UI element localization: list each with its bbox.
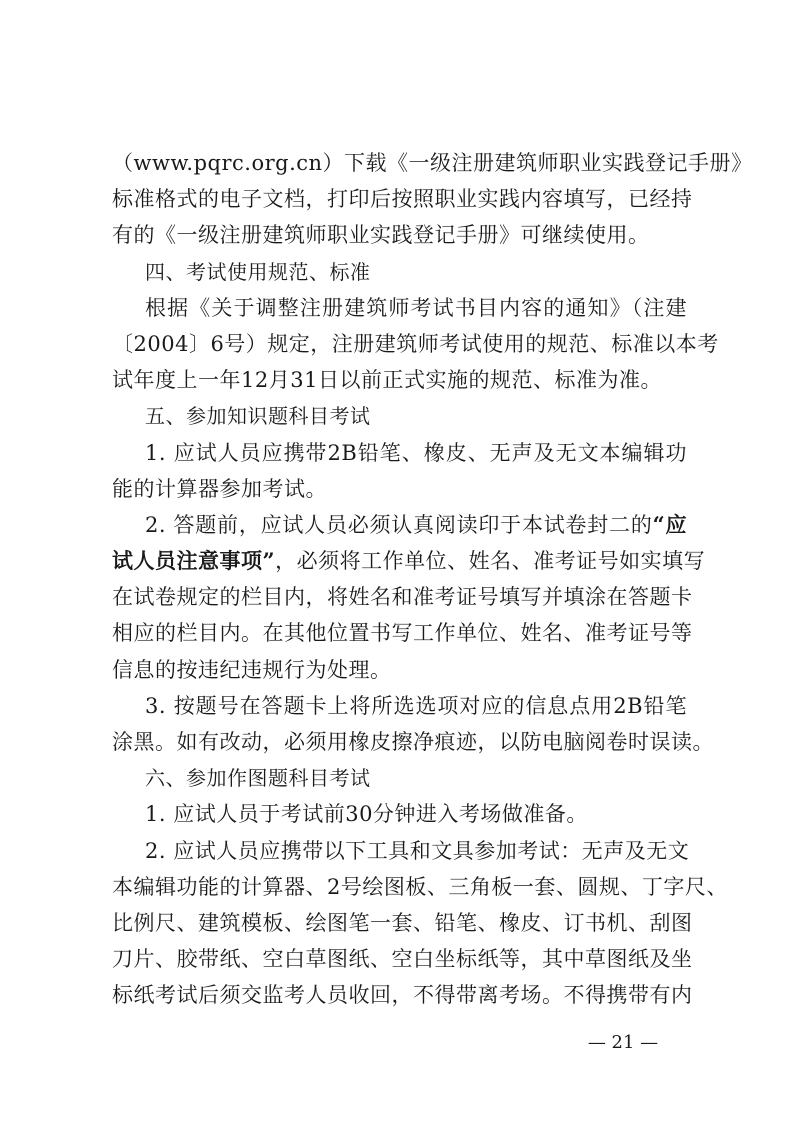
text-line: 相应的栏目内。在其他位置书写工作单位、姓名、准考证号等	[112, 621, 693, 646]
emphasis-text: “应	[652, 511, 687, 537]
text-line-with-emphasis	[112, 507, 687, 543]
text-line: 2. 应试人员应携带以下工具和文具参加考试：无声及无文	[145, 838, 690, 863]
section-heading-5: 五、参加知识题科目考试	[145, 404, 371, 429]
text-line: 比例尺、建筑模板、绘图笔一套、铅笔、橡皮、订书机、刮图	[112, 910, 693, 935]
text-line: 根据《关于调整注册建筑师考试书目内容的通知》（注建	[145, 295, 687, 320]
text-line: 标准格式的电子文档，打印后按照职业实践内容填写，已经持	[112, 187, 693, 212]
text-line: 1. 应试人员应携带2B铅笔、橡皮、无声及无文本编辑功	[145, 440, 687, 465]
text-line-with-emphasis	[112, 543, 706, 579]
text-line: （www.pqrc.org.cn）下载《一级注册建筑师职业实践登记手册》	[112, 151, 753, 175]
text-line: 涂黑。如有改动，必须用橡皮擦净痕迹，以防电脑阅卷时误读。	[112, 730, 714, 754]
section-heading-6: 六、参加作图题科目考试	[145, 766, 371, 791]
emphasis-text: 试人员注意事项”	[112, 548, 276, 574]
section-heading-4: 四、考试使用规范、标准	[145, 259, 371, 284]
text-line: 有的《一级注册建筑师职业实践登记手册》可继续使用。	[112, 223, 650, 248]
text-segment: 2. 答题前，应试人员必须认真阅读印于本试卷封二的	[145, 512, 653, 537]
text-line: 能的计算器参加考试。	[112, 476, 327, 501]
text-line: 刀片、胶带纸、空白草图纸、空白坐标纸等，其中草图纸及坐	[112, 947, 693, 972]
text-segment: ，必须将工作单位、姓名、准考证号如实填写	[275, 549, 706, 574]
text-line: 在试卷规定的栏目内，将姓名和准考证号填写并填涂在答题卡	[112, 585, 693, 610]
text-line: 信息的按违纪违规行为处理。	[112, 657, 392, 682]
text-line: 试年度上一年12月31日以前正式实施的规范、标准为准。	[112, 368, 662, 393]
text-line: 1. 应试人员于考试前30分钟进入考场做准备。	[145, 802, 588, 827]
text-line: 3. 按题号在答题卡上将所选选项对应的信息点用2B铅笔	[145, 693, 687, 718]
page-number: — 21 —	[587, 1032, 659, 1053]
text-line: 标纸考试后须交监考人员收回，不得带离考场。不得携带有内	[112, 983, 693, 1008]
text-line: 本编辑功能的计算器、2号绘图板、三角板一套、圆规、丁字尺、	[112, 874, 728, 899]
document-body	[112, 145, 753, 1014]
text-line: 〔2004〕6号）规定，注册建筑师考试使用的规范、标准以本考	[112, 331, 719, 356]
